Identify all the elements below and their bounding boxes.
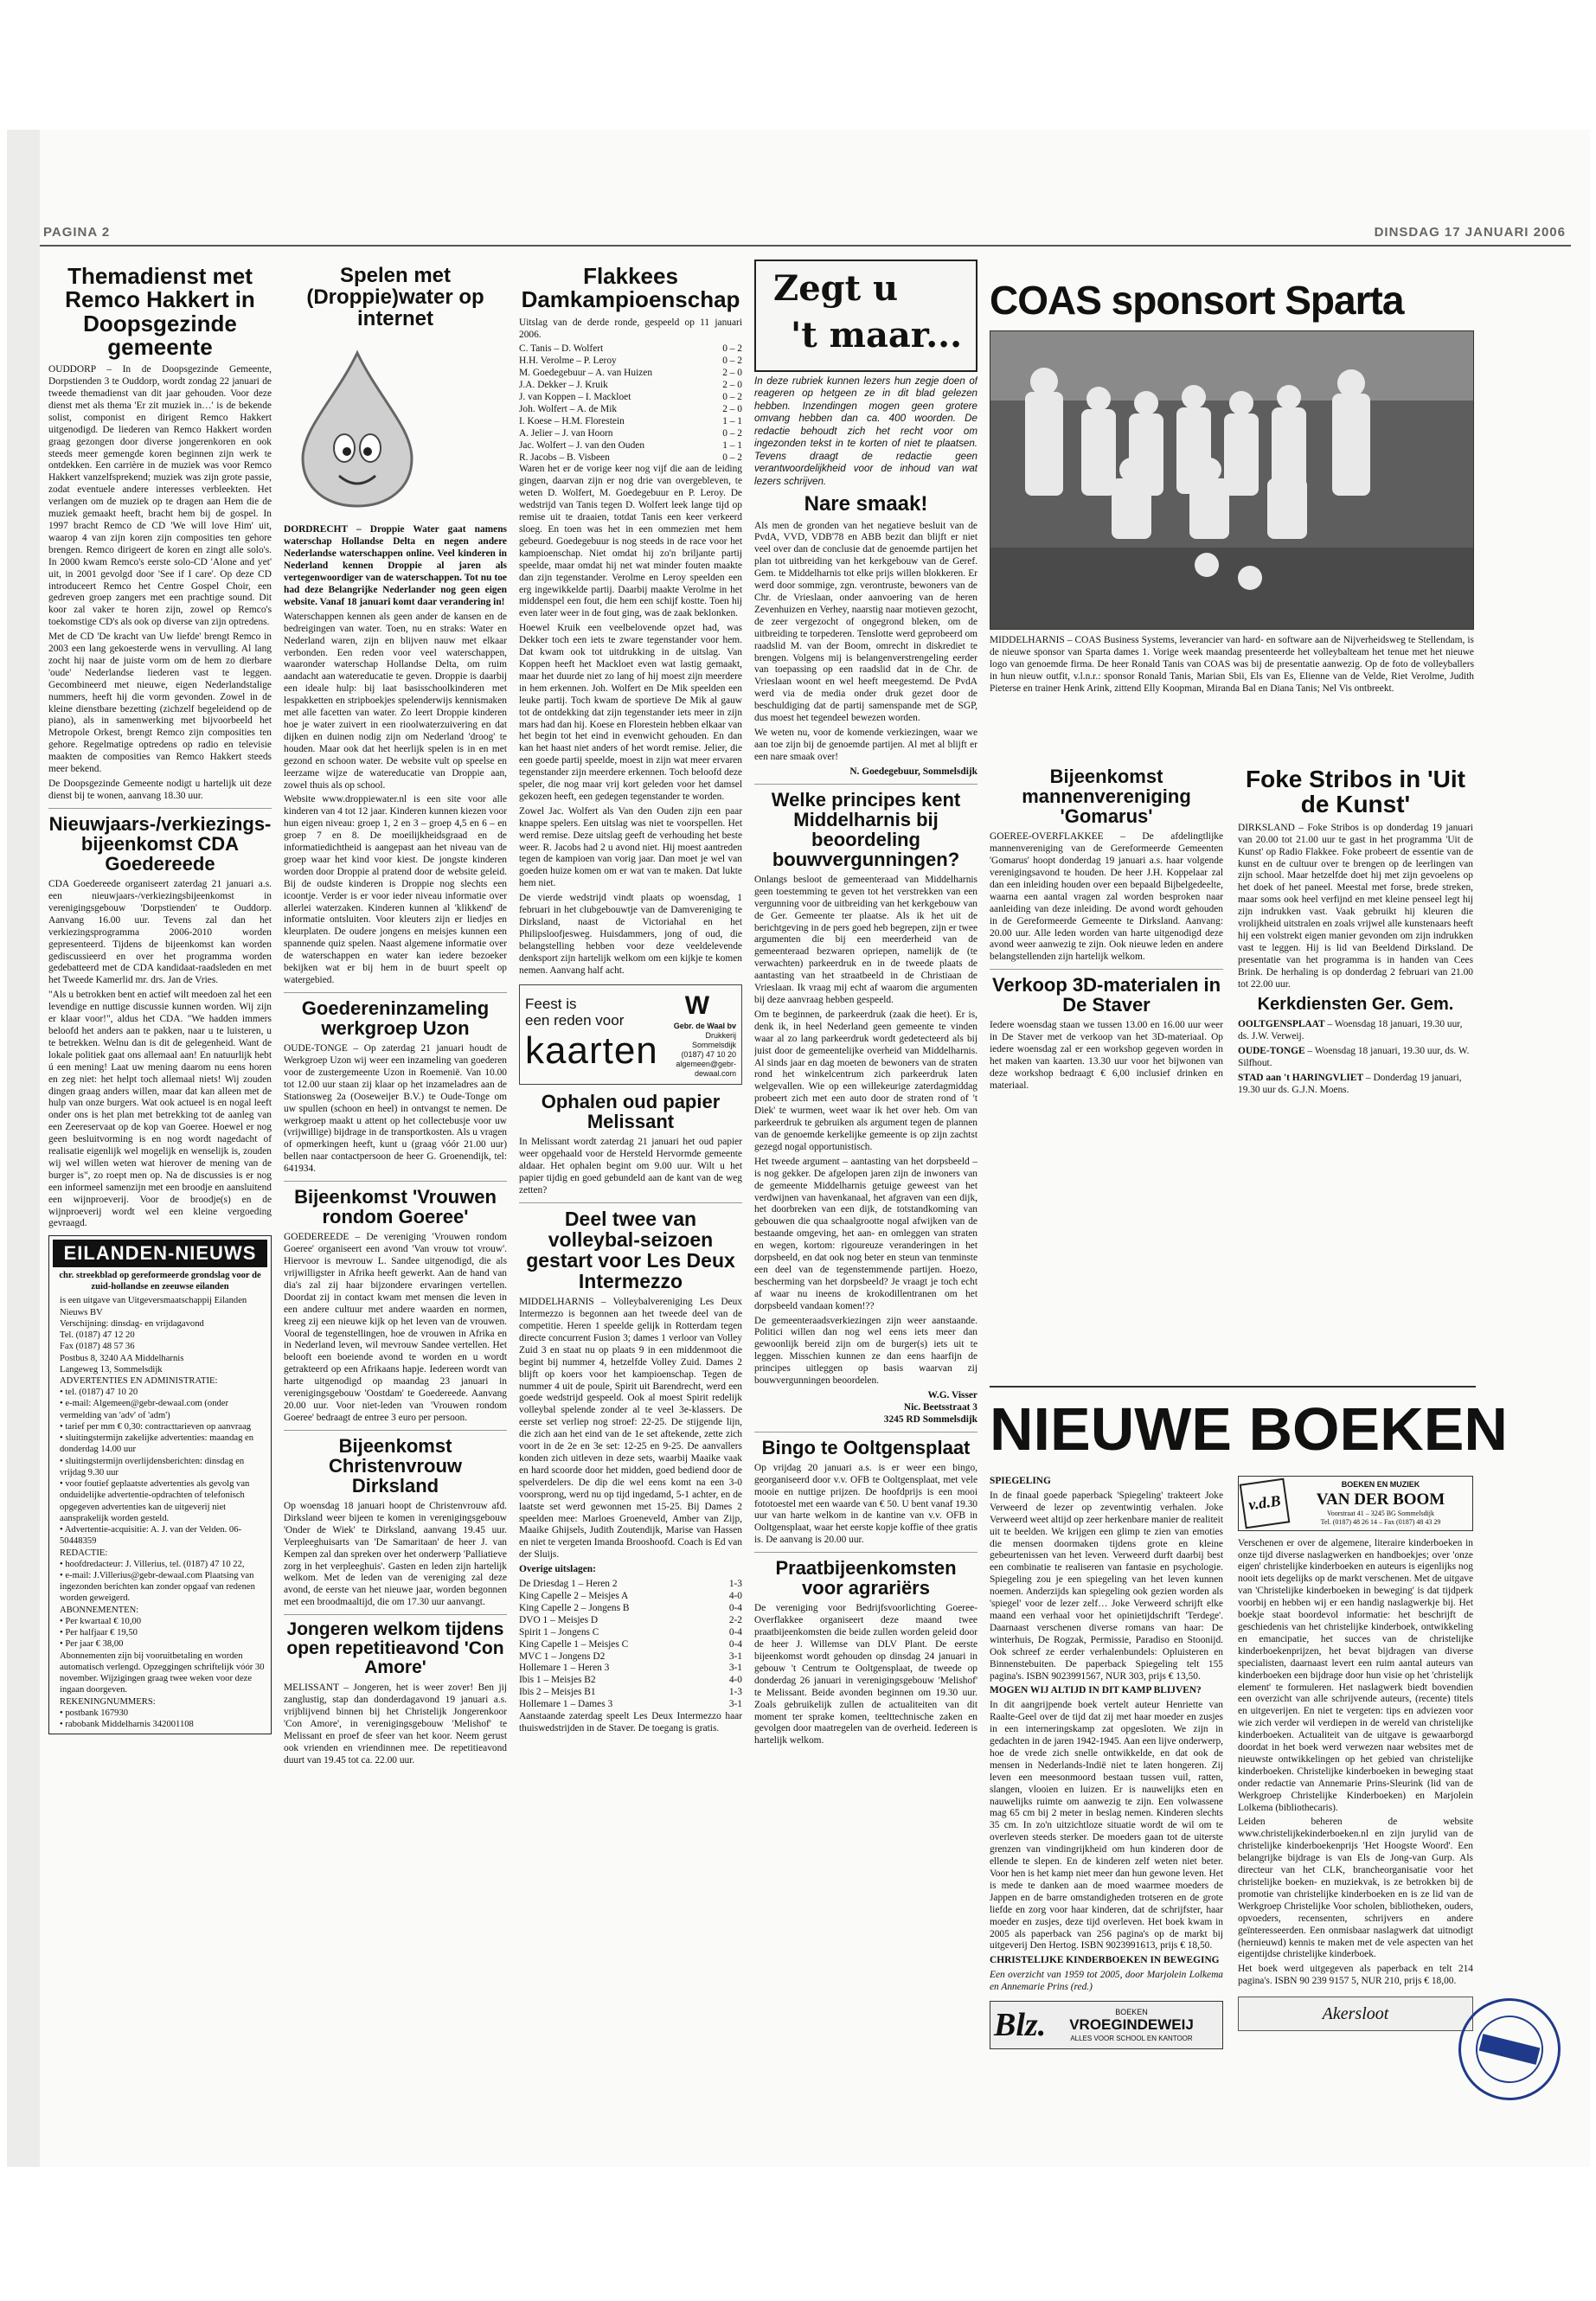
article-text: De Doopsgezinde Gemeente nodigt u hartelijk uit deze dienst bij te wonen, aanvang 18.30 uur. (48, 779, 272, 801)
place-name: OUDE-TONGE (1238, 1046, 1305, 1057)
headline-nieuwe-boeken: NIEUWE BOEKEN (990, 1395, 1508, 1463)
colophon-line: Fax (0187) 48 57 36 (60, 1342, 135, 1352)
result-row (519, 1663, 742, 1675)
blz-logo: Blz. (994, 2007, 1047, 2044)
match-name: A. Jelier – J. van Hoorn (519, 427, 613, 439)
colophon-line: • Per kwartaal € 10,00 (60, 1616, 142, 1626)
match-name: King Capelle 2 – Meisjes A (519, 1590, 629, 1601)
ad-company: VROEGINDEWEIJ (1069, 2016, 1194, 2034)
article-text: Om te beginnen, de parkeerdruk (zaak die heet). Er is, denk ik, in heel Nederland geen gemeente te vinden waar al zo lang parkeerdruk wordt gedetecteerd als bij juist door de gemeentelijke overheid van Middelharnis. Al sinds jaar en dag moeten de bewoners van de straten rond het winkelcentrum zich parkeerdruk laten welgevallen. Wie op een willekeurige zaterdagmiddag probeert zich met een auto door de straten rond of 't Diek' te wurmen, weet waar ik het over heb. Om van parkeerdruk te gebruiken als argument tegen de plannen van de genoemde kerkelijke gemeente is op zijn zachtst gezegd nogal opportunistisch. (754, 1009, 977, 1152)
article-text: Zowel Jac. Wolfert als Van den Ouden zijn een paar knappe spelers. Een uitslag was niet te voorspellen. Het werd remise. Deze uitslag geeft de verhouding het beste weer. R. Jacobs had 2 u avond niet. Hij moest aantreden tegen de kampioen van vorig jaar. Dan moet je wel van goeden huize komen om er wat van te maken. Dat lukte hem niet. (519, 805, 742, 889)
match-score: 1 – 1 (722, 439, 742, 451)
article-text: De vierde wedstrijd vindt plaats op woensdag, 1 februari in het clubgebouwtje van de Damvereniging te Dirksland, naast de Victoriahal en het Philipsloofjesweg. Huisdammers, jong of oud, die belangstelling hebben voor deze veeldelevende denksport zijn hartelijk welkom om een kijkje te komen nemen. Aanvang half acht. (519, 893, 742, 976)
article-text: "Als u betrokken bent en actief wilt meedoen zal het een levendige en nuttige discussie kunnen worden. Wij zijn er klaar voor!", aldus het CDA. "We hadden immers beloofd het anders aan te pakken, naar u te luisteren, u te betrekken. Welnu dan is dit de gelegenheid. Want de lokale politiek gaat ons allemaal aan! En natuurlijk hebt ú een mening! Laat uw mening daarom nu eens horen en zeg niet: het helpt toch allemaal niets! Wij zouden dingen graag anders willen, maar dat kan alleen met de hulp van onze burgers. Wat ook actueel is en nogal leeft onder ons is het plan met betrekking tot de aanleg van een Zeereservaat op de kop van Goeree. Hoewel er nog geen besluitvorming is en nog wordt nagedacht of realisatie eigenlijk wel mogelijk en wenselijk is, zouden wij wel willen weten wat hierover de mening van de burger is", zo roept men op. Na de discussies is er nog een informeel samenzijn met een broodje en aansluitend een wijnproeverij. Voor de broodje(s) en de wijnproeverij wordt wel een kleine vergoeding gevraagd. (48, 990, 272, 1229)
separator (284, 1430, 507, 1431)
match-name: King Capelle 2 – Jongens B (519, 1602, 630, 1613)
results-list (519, 1579, 742, 1711)
match-score: 1 – 1 (722, 415, 742, 426)
zegt-logo-line2: 't maar... (791, 315, 962, 356)
headline-nare-smaak: Nare smaak! (804, 492, 928, 516)
article-text: OUDE-TONGE – Op zaterdag 21 januari houdt de Werkgroep Uzon wij weer een inzameling van goederen voor de zustergemeente Uzon in Roemenië. Van 10.00 tot 12.00 uur staan zij klaar op het inzameladres aan de Stationsweg 2a (Ooseweijer B.V.) te Oude-Tonge om uw spullen (schoon en heel) in ontvangst te nemen. De werkgroep maakt u attent op het collectebusje voor uw (vrijwillige) bijdrage in de transportkosten. Als u vragen of opmerkingen heeft, kunt u (graag vóór 21.00 uur) bellen naar contactpersoon de heer G. Groenendijk, tel: 641934. (284, 1043, 507, 1175)
result-row (519, 1651, 742, 1663)
match-score: 3-1 (728, 1663, 742, 1674)
colophon-line: Postbus 8, 3240 AA Middelharnis (60, 1353, 184, 1363)
ad-company: VAN DER BOOM (1316, 1490, 1445, 1509)
colophon-line: REDACTIE: (60, 1548, 108, 1558)
colophon-line: Langeweg 13, Sommelsdijk (60, 1364, 163, 1375)
colophon-line: • tarief per mm € 0,30: contracttarieven op aanvraag (60, 1421, 252, 1432)
result-row (519, 1627, 742, 1639)
ad-line: Drukkerij (705, 1031, 736, 1041)
match-score: 4-0 (728, 1675, 742, 1686)
headline-coas: COAS sponsort Sparta (990, 278, 1404, 323)
match-name: R. Jacobs – B. Visbeen (519, 452, 610, 463)
book-review: Leiden beheren de website www.christelijkekinderboeken.nl en zijn jurylid van de christelijke kinderboekenprijs 'Het Hoogste Woord'. Een belangrijke bijdrage is van Els de Jong-van Gurp. Als directeur van het CLK, brancheorganisatie voor het christelijke boeken- en muziekvak, is ze betrokken bij de promotie van christelijke kinderboeken en is ze lid van de Werkgroep Christelijke Voor scholen, bibliotheken, ouders, opvoeders, recensenten, schrijvers en andere geïnteresseerden. Een onmisbaar naslagwerk dat uitnodigt (hernieuwd) kennis te maken met de vele aspecten van het eigentijdse christelijke kinderboek. (1238, 1817, 1473, 1960)
match-name: J. van Koppen – I. Mackloet (519, 392, 631, 403)
books-column-left (990, 1476, 1223, 2159)
headline-christenvrouw: Bijeenkomst Christenvrouw Dirksland (328, 1434, 463, 1497)
result-row (519, 1615, 742, 1627)
match-score: 2-2 (728, 1614, 742, 1625)
article-text: Het tweede argument – aantasting van het dorpsbeeld – is nog gekker. De afgelopen jaren zijn de inwoners van de gemeente Middelharnis getuige geweest van het verdwijnen van havenkanaal, het afgraven van een dijk, het doorbreken van een dijk, de totstandkoming van gebouwen die qua schaalgrootte nogal afwijken van de bestaande omgeving, het aan- en omleggen van straten en wegen, kortom: rigoureuze veranderingen in het dorpsbeeld, en dat ook nog beter en steun van tenminste een deel van de tegenstemmende partijen. Hoezo, bescherming van het dorpsbeeld? Je vraagt je toch echt af waar nu ineens de krokodillentranen om het dorpsbeeld vandaan komen!?? (754, 1156, 977, 1311)
match-score: 0-4 (728, 1626, 742, 1638)
colophon-line: • hoofdredacteur: J. Villerius, tel. (0187) 47 10 22, (60, 1559, 245, 1569)
article-text: GOEDEREEDE – De vereniging 'Vrouwen rondom Goeree' organiseert een avond 'Van vrouw tot vrouw'. Hiervoor is mevrouw L. Sandee uitgenodigd, die als vrijwilligster in Afrika heeft gewerkt. Aan de hand van dia's zal zij haar bijzondere ervaringen vertellen. Doordat zij in contact kwam met mensen die leven in een andere cultuur met andere waarden en normen, kreeg zij een nieuwe kijk op het leven van de vrouwen. Vooral de tegenstellingen, hoe de vrouwen in Afrika en in Nederland leven, wil mevrouw Sandee vertellen. Het belooft een boeiende avond te worden en u wordt getrakteerd op een Afrikaans hapje. Iedereen wordt van harte uitgenodigd op maandag 23 januari in verenigingsgebouw 'Oostdam' te Goedereede. Aanvang 20.00 uur. Voor niet-leden van 'Vrouwen rondom Goeree' bedraagt de entree 3 euro per persoon. (284, 1232, 507, 1423)
headline-damkampioenschap: Flakkees Damkampioenschap (521, 263, 740, 313)
match-name: Jac. Wolfert – J. van den Ouden (519, 439, 645, 451)
book-review: Verschenen er over de algemene, literaire kinderboeken in onze tijd diverse naslagwerken en handboekjes; over 'onze eigen' christelijke kinderboeken en auteurs is eigenlijks nog nooit iets degelijks op de markt verschenen. Met de uitgave van 'Christelijke kinderboeken in beweging' is dat tijdperk voorbij en hebben wij er een handig naslagwerkje bij. Het boekje staat boordevol informatie: het beschrijft de geschiedenis van het christelijke kinderboek, ontwikkeling en emancipatie, het succes van de christelijke kinderboekenprijzen, het bevat bijdragen van diverse specialisten, daarnaast levert een ruim aantal auteurs van kinderboeken een bijdrage door hun visie op het 'christelijk element' te formuleren. Het naslagwerk biedt bovendien een overzicht van alle schrijvende auteurs, (recente) titels en uitgeverijen. En niet te vergeten: tips en adviezen voor wie zich verder wil verdiepen in de wereld van christelijke kinderboeken. Actualiteit van de uitgave is gewaarborgd doordat in het boek werd verwezen naar websites met de nieuwste ontwikkelingen op het gebied van christelijke kinderboeken. Christelijke kinderboeken in beweging staat onder redactie van Annemarie Prins-Sleurink (lid van de Werkgroep Christelijke Kinderboeken) en Marjolein Lolkema (bibliothecaris). (1238, 1537, 1473, 1813)
colophon-line: • e-mail: Algemeen@gebr-dewaal.com (onder vermelding van 'adv' of 'adm') (60, 1399, 229, 1420)
headline-gomarus: Bijeenkomst mannenvereniging 'Gomarus' (1022, 766, 1191, 828)
column-3 (519, 260, 742, 2137)
colophon-line: • Per halfjaar € 19,50 (60, 1628, 138, 1638)
headline-themadienst: Themadienst met Remco Hakkert in Doopsgezinde gemeente (65, 263, 255, 360)
match-name: Joh. Wolfert – A. de Mik (519, 403, 618, 414)
match-score: 1-3 (728, 1579, 742, 1590)
match-score: 0 – 2 (722, 392, 742, 403)
article-text: Waren het er de vorige keer nog vijf die aan de leiding gingen, daarvan zijn er nog drie van overgebleven, te weten D. Wolfert, M. Goedegebuur en P. Leroy. De wedstrijd van Tanis tegen D. Wolfert leek lange tijd op remise uit te draaien, totdat Tanis een keer verkeerd sloeg. En toen was het in een ommezien met hem gebeurd. Goedegebuur is nog steeds in de race voor het kampioenschap. Niet omdat hij zo'n briljante partij speelde, maar omdat hij net wat minder fouten maakte dan zijn tegenstander. Verolme en Leroy speelden een erg ingewikkelde partij. Daarbij maakte Verolme in het middenspel een fout, die hem een schijf kostte. Toen hij even later weer in de fout ging, was de zaak beklonken. (519, 464, 742, 619)
match-score: 2 – 0 (722, 368, 742, 379)
result-row (519, 404, 742, 416)
headline-praatbijeenkomsten: Praatbijeenkomsten voor agrariërs (775, 1557, 957, 1599)
masthead-subtitle: chr. streekblad op gereformeerde grondslag voor de zuid-hollandse en zeeuwse eilanden (59, 1270, 261, 1292)
separator (48, 808, 272, 809)
match-score: 0 – 2 (722, 452, 742, 463)
separator (990, 969, 1223, 970)
match-score: 3-1 (728, 1699, 742, 1710)
book-review: In dit aangrijpende boek vertelt auteur Henriette van Raalte-Geel over de tijd dat zij met haar moeder en zusjes in een interneringskamp zat opgesloten. We zijn in gedachten in de jaren 1942-1945. Aan een lijve onderwerp, hoe de vrede zich snelle ontwikkelde, en dat ook de mensen in Nederlands-Indië niet te laten hongeren. Zij leven een meesonmoord bestaan tussen vuil, ratten, slangen, vlooien en luizen. Er is nauwelijks eten en nauwelijks ruimte om aanwezig te zijn. Een volwassene mag 65 cm bij 2 meter in beslag nemen. Kinderen slechts 35 cm. In zo'n uitzichtloze situatie wordt de wil om te overleven steeds sterker. De moeders gaan tot de uiterste grenzen van vindingrijkheid om hun kinderen door de ellende te slepen. En de kinderen zelf weten niet beter. Voor hen is het kamp niet meer dan hun gewone leven. Het is mede te danken aan de moed waarmee moeders de Jappen en de barre omstandigheden trotseren en de grote liefde en zorg voor haar kinderen, dat de schrijfster, haar moeder en zusjes, deze tijd overleven. Het boek kwam in 2005 als paperback van 256 pagina's op de markt bij uitgeverij Den Hertog. ISBN 9023991613, prijs € 18,50. (990, 1700, 1223, 1952)
scanned-page (7, 130, 1590, 2167)
result-row (519, 440, 742, 452)
article-text: Waterschappen kennen als geen ander de kansen en de bedreigingen van water. Toen, nu en straks: Water en Nederland waren, zijn en blijven nauw met elkaar verbonden. Een reden voor veel waterschappen, waaronder waterschap Hollandse Delta, om ruim aandacht aan watereducatie te geven. Droppie is daarbij een ideale hulp: bij laat basisschoolkinderen met lespakketten en stripboekjes spelenderwijs kennismaken met alle facetten van water. Zo leert Droppie kinderen hoe je water zuivert in een rioolwaterzuivering en dat dijken en duinen nodig zijn om Nederland 'droog' te houden. Maar ook dat het heerlijk spelen is in en met gezond en schoon water. De website vult op speelse en leerzame wijze de watereducatie van Droppie aan, zowel thuis als op school. (284, 611, 507, 791)
colophon-line: • voor foutief geplaatste advertenties als gevolg van onduidelijke advertentie-opdrachten of telefonisch opgegeven advertenties kan de uitgeverij niet aansprakelijk worden gesteld. (60, 1479, 250, 1523)
match-score: 2 – 0 (722, 380, 742, 391)
place-name: OOLTGENSPLAAT (1238, 1019, 1325, 1030)
article-lead: DORDRECHT – Droppie Water gaat namens waterschap Hollandse Delta en negen andere Nederlandse waterschappen online. Veel kinderen in Nederland kennen Droppie al jaren als vertegenwoordiger van de waterschappen. Tot nu toe had deze Belangrijke Nederlander nog geen eigen website. Vanaf 18 januari komt daar verandering in! (284, 524, 507, 607)
article-text: Als men de gronden van het negatieve besluit van de PvdA, VVD, VDB'78 en ABB bezit dan blijft er niet veel over dan de conclusie dat de genoemde partijen het plan tot uitbreiding van het kerkgebouw van de Geref. Gem. te Middelharnis tot elke prijs willen blokkeren. Er werd door sommige, zgn. verontruste, bewoners van de Chr. de Vrieslaan, onder aanvoering van de heren Zevenhuizen en Verhey, naarstig naar motieven gezocht, de zeer vergezocht of ongegrond bleken, om de uitbreiding te torpederen. Tenslotte werd geprobeerd om raadslid M. van der Boom, omrecht in diskrediet te brengen. Volgens mij is belangenverstrengeling eerder van toepassing op een raadslid dat in de Chr. de Vrieslaan woont en wel heeft meegestemd. De PvdA werd via de media onder druk gezet door de beschuldiging dat de partij samenspande met de SGP, dus moest het tegendeel bewezen worden. (754, 520, 977, 724)
ad-line: ALLES VOOR SCHOOL EN KANTOOR (1070, 2035, 1193, 2043)
ad-text (525, 996, 658, 1074)
colophon-line: Tel. (0187) 47 12 20 (60, 1330, 135, 1341)
colophon-line: • tel. (0187) 47 10 20 (60, 1388, 138, 1398)
akersloot-ad: Akersloot (1238, 1997, 1473, 2031)
match-name: Hollemare 1 – Dames 3 (519, 1699, 613, 1710)
headline-cda: Nieuwjaars-/verkiezings-bijeenkomst CDA Goedereede (48, 812, 272, 875)
separator (754, 1432, 977, 1433)
match-name: Ibis 2 – Meisjes B1 (519, 1687, 596, 1698)
ad-company: Gebr. de Waal bv (673, 1022, 736, 1031)
book-review: Het boek werd uitgegeven als paperback en telt 214 pagina's. ISBN 90 239 9157 5, NUR 210, prijs € 18,00. (1238, 1964, 1473, 1987)
headline-uzon: Goedereninzameling werkgroep Uzon (301, 997, 490, 1039)
article-text: Iedere woensdag staan we tussen 13.00 en 16.00 uur weer in De Staver met de verkoop van het 3D-materiaal. Op iedere woensdag zal er een workshop gegeven worden in het maken van kaarten. 13.30 uur voor het bijwonen van deze workshop bedraagt € 6,00 inclusief drinken en materiaal. (990, 1020, 1223, 1091)
result-row (519, 1579, 742, 1591)
match-name: Ibis 1 – Meisjes B2 (519, 1675, 596, 1686)
colophon-line: • e-mail: J.Villerius@gebr-dewaal.com Plaatsing van ingezonden berichten kan zonder opgaaf van redenen worden geweigerd. (60, 1570, 255, 1604)
match-name: Spirit 1 – Jongens C (519, 1626, 599, 1638)
ad-line: BOEKEN EN MUZIEK (1341, 1480, 1420, 1489)
match-score: 0 – 2 (722, 427, 742, 439)
article-text: In Melissant wordt zaterdag 21 januari het oud papier weer opgehaald voor de Hersteld Hervormde gemeente aldaar. Het ophalen begint om 9.00 uur. Wilt u het papier tijdig en goed gebundeld aan de kant van de weg zetten? (519, 1137, 742, 1195)
colophon-line: Verschijning: dinsdag- en vrijdagavond (60, 1318, 204, 1329)
service-time: – Woensdag 18 januari, 19.30 uur, ds. J.W. Verweij. (1238, 1019, 1463, 1042)
photo-caption: MIDDELHARNIS – COAS Business Systems, leverancier van hard- en software aan de Nijverheidsweg te Stellendam, is de nieuwe sponsor van Sparta dames 1. Vorige week maandag presenteerde het volleybalteam het tenue met het nieuwe logo van genoemde firma. De heer Ronald Tanis van COAS was bij de presentatie aanwezig. Op de foto de volleyballers in hun nieuw outfit, v.l.n.r.: sponsor Ronald Tanis, Marian Sbii, Els van Es, Elienne van de Velde, Riet Verolme, Judith Pieterse en trainer Henk Arink, zittend Elly Koopman, Miranda Bal en Diana Tanis; Nel Vis ontbreekt. (990, 635, 1474, 694)
separator (754, 784, 977, 785)
headline-volleybal: Deel twee van volleybal-seizoen gestart voor Les Deux Intermezzo (526, 1207, 735, 1293)
match-score: 0 – 2 (722, 343, 742, 355)
ad-line: BOEKEN (1115, 2007, 1148, 2016)
match-name: MVC 1 – Jongens D2 (519, 1650, 606, 1662)
separator (519, 1202, 742, 1203)
running-header (43, 225, 1566, 244)
service-time: – Woensdag 18 januari, 19.30 uur, ds. W. Silfhout. (1238, 1046, 1470, 1069)
header-rule (40, 245, 1571, 247)
article-text: We weten nu, voor de komende verkiezingen, waar we aan toe zijn bij de genoemde partijen. Al met al blijft er een nare smaak over! (754, 727, 977, 762)
book-subtitle: Een overzicht van 1959 tot 2005, door Marjolein Lolkema en Annemarie Prins (red.) (990, 1970, 1223, 1993)
result-row (519, 1687, 742, 1699)
result-row (519, 380, 742, 392)
result-row (519, 428, 742, 440)
result-row (519, 1639, 742, 1651)
column-5 (990, 761, 1223, 1367)
service-time: – Donderdag 19 januari, 19.30 uur ds. G.J.N. Moens. (1238, 1073, 1462, 1095)
result-row (519, 1699, 742, 1711)
ad-phone: Tel. (0187) 48 26 14 – Fax (0187) 48 43 29 (1320, 1517, 1441, 1526)
signature-city: 3245 RD Sommelsdijk (883, 1413, 977, 1425)
article-text: MIDDELHARNIS – Volleybalvereniging Les Deux Intermezzo is begonnen aan het tweede deel van de competitie. Heren 1 speelde gelijk in Rotterdam tegen directe concurrent Fusion 3; dames 1 verloor van Volley Zuid 3 en staat nu op plaats 9 in een middenmoot die begint bij nummer 4, hetzelfde Volley Zuid. Dames 2 blijft op koers voor het kampioenschap. Tegen de nummer 4 uit de poule, Spirit uit Barendrecht, werd een goede wedstrijd gespeeld. Ook al moest Spirit redelijk volleybal spelende zonder al te veel 3e-klassers. De eerste set verliep nog stroef: 22-25. De stijgende lijn, die zich aan het eind van de 1e set aftekende, zette zich voort in de 2e en 3e set: 12-25 en 9-25. De aanvallers konden zich uitleven in deze sets, waarbij Maaike vaak en hard scoorde door het midden, goed bediend door de spelverdelers. De dip die wel eens komt na een 3-0 voorsprong, werd nu op tijd ingedamd, 5-1 achter, en de laatste set werd gewonnen met 15-25. Bij Dames 2 speelden mee: Marloes Groeneveld, Amber van Zijp, Maaike Ghijsels, Judith Zoutendijk, Marise van Hassen en niet te vergeten Imanda Brooshoofd. Coach is Ed van der Sluijs. (519, 1297, 742, 1561)
article-text: Aanstaande zaterdag speelt Les Deux Intermezzo haar thuiswedstrijden in de Staver. De toegang is gratis. (519, 1711, 742, 1734)
volleyball-team-photo (990, 330, 1474, 630)
separator (754, 1552, 977, 1553)
article-text: CDA Goedereede organiseert zaterdag 21 januari a.s. een nieuwjaars-/verkiezingsbijeenkomst in verenigingsgebouw 'Dorpstienden' te Ouddorp. Aanvang 16.00 uur. Tevens zal dan het verkiezingsprogramma 2006-2010 worden gepresenteerd. Tijdens de bijeenkomst kan worden gediscussieerd en over het programma worden gedebatteerd met de CDA kandidaat-raadsleden en met het Tweede Kamerlid mr. drs. Jan de Vries. (48, 879, 272, 986)
book-title: CHRISTELIJKE KINDERBOEKEN IN BEWEGING (990, 1955, 1220, 1966)
article-text: Met de CD 'De kracht van Uw liefde' brengt Remco in 2003 een lang gekoesterde wens in vervulling. Al lang zocht hij naar de juiste vorm om de hem zo dierbare 'oude' Nederlandse liederen vast te leggen. Gecombineerd met nieuwe, eigen Nederlandstalige nummers, heeft hij die vorm gevonden. Zowel in de kleine dienstbare bezetting (zichzelf begeleidend op de piano), als in samenwerking met bijvoorbeeld het Metropole Orkest, brengt Remco zijn composities ten gehore. Regelmatige optredens op radio en televisie maakten de composities van Remco Hakkert steeds meer bekend. (48, 631, 272, 775)
column-4 (754, 260, 977, 2137)
ad-line: een reden voor (525, 1012, 625, 1029)
article-text: MELISSANT – Jongeren, het is weer zover! Ben jij zanglustig, stap dan donderdagavond 19 januari a.s. vrijblijvend binnen bij het Christelijk Jongerenkoor 'Con Amore', in verenigingsgebouw 'Melishof' te Melissant en proef de sfeer van het koor. Neem gerust ook vrienden en vriendinnen mee. De repetitieavond duurt van 19.45 tot ca. 22.00 uur. (284, 1682, 507, 1766)
colophon-line: • Per jaar € 38,00 (60, 1639, 124, 1650)
result-row (519, 356, 742, 368)
score-list (519, 343, 742, 464)
article-text: Op vrijdag 20 januari a.s. is er weer een bingo, georganiseerd door v.v. OFB te Ooltgensplaat, met vele mooie en nuttige prijzen. De hoofdprijs is een mooi fototoestel met een waarde van € 50. U bent vanaf 19.30 uur van harte welkom in de kantine van v.v. OFB in Ooltgensplaat, waar het eerste kopje koffie of thee gratis is. De aanvang is 20.00 uur. (754, 1462, 977, 1546)
result-row (519, 1603, 742, 1615)
match-score: 0 – 2 (722, 356, 742, 367)
column-6 (1238, 761, 1473, 1367)
match-score: 0-4 (728, 1602, 742, 1613)
colophon-line: Abonnementen zijn bij vooruitbetaling en worden automatisch verlengd. Opzeggingen schriftelijk vóór 30 november. Wijzigingen graag twee weken voor deze ingaan doorgeven. (60, 1650, 265, 1695)
article-text: Uitslag van de derde ronde, gespeeld op 11 januari 2006. (519, 317, 742, 340)
colophon-line: REKENINGNUMMERS: (60, 1696, 156, 1707)
headline-vrouwen: Bijeenkomst 'Vrouwen rondom Goeree' (294, 1186, 497, 1228)
colophon-line: ADVERTENTIES EN ADMINISTRATIE: (60, 1375, 218, 1386)
match-score: 0-4 (728, 1638, 742, 1650)
vroegindeweij-ad (990, 2001, 1223, 2049)
van-der-boom-ad (1238, 1476, 1473, 1531)
signature: N. Goedegebuur, Sommelsdijk (849, 766, 977, 777)
article-text: DIRKSLAND – Foke Stribos is op donderdag 19 januari van 20.00 tot 21.00 uur te gast in het programma 'Uit de Kunst' op Radio Flakkee. Foke probeert de essentie van de kunst en de cultuur over te brengen op de leerlingen van zijn school. Maar hetzelfde doet hij met zijn gevoelens op het doek of het paneel. Meestal met forse, brede streken, maar soms ook heel verfijnd en met kleine penseel legt hij zijn indrukken vast. Vaak gebruikt hij kleuren die vrolijkheid uitstralen en zoals vrijwel alle kunstenaars heeft hij een volstrekt eigen manier gevonden om zijn indrukken vast te leggen. Hij is lid van Beeldend Dirksland. De presentatie van het programma is in handen van Cees Brink. De herhaling is op donderdag 2 februari van 21.00 tot 22.00 uur. (1238, 822, 1473, 990)
ad-line: Feest is (525, 995, 577, 1012)
droppie-mascot-icon (284, 346, 431, 510)
page-number: PAGINA 2 (43, 225, 111, 240)
results-heading: Overige uitslagen: (519, 1564, 596, 1575)
colophon (48, 1235, 272, 1734)
book-review: In de finaal goede paperback 'Spiegeling' trakteert Joke Verweerd de lezer op zeventwintig verhalen. Joke Verweerd weet altijd op zeer herkenbare manier de realiteit uit te beelden. We krijgen een glimp te zien van emoties die mensen doormaken tijdens grote en kleine gebeurtenissen van het leven. Verweerd durft daarbij best een combinatie te realiseren van fantasie en psychologie. Spiegeling zou je een spiegeling van het leven kunnen noemen. Anderzijds kan spiegeling ook gezien worden als 'spiegel' voor de lezer zelf… Joke Verweerd schrijft elke maand een verhaal voor het opinietijdschrift 'Terdege'. Daarnaast verschenen diverse romans van haar: De winterhuis, De Rogzak, Permissie, Paradiso en Stoonijd. Ook schreef ze eerder verhalenbundels: Opluisteren en Binnenstebuiten. De paperback Spiegeling telt 155 pagina's. ISBN 9023991567, NUR 303, prijs € 13,50. (990, 1490, 1223, 1682)
colophon-line: • sluitingstermijn zakelijke advertenties: maandag en donderdag 14.00 uur (60, 1433, 254, 1455)
match-name: Hollemare 1 – Heren 3 (519, 1663, 610, 1674)
article-text: De gemeenteraadsverkiezingen zijn weer aanstaande. Politici willen dan nog wel eens iets meer dan gewoonlijk bereid zijn om de burger(s) iets uit te leggen. Misschien kunnen ze dan eens haarfijn de principes uitleggen op basis waarvan zij bouwvergunningen beoordelen. (754, 1315, 977, 1387)
issue-date: DINSDAG 17 JANUARI 2006 (1374, 225, 1566, 240)
match-score: 2 – 0 (722, 403, 742, 414)
result-row (519, 1675, 742, 1687)
kaarten-ad (519, 984, 742, 1085)
book-title: SPIEGELING (990, 1476, 1051, 1486)
result-row (519, 368, 742, 380)
match-score: 4-0 (728, 1590, 742, 1601)
separator (284, 992, 507, 993)
headline-kerkdiensten: Kerkdiensten Ger. Gem. (1257, 995, 1454, 1015)
match-name: M. Goedegebuur – A. van Huizen (519, 368, 653, 379)
result-row (519, 1591, 742, 1603)
result-row (519, 416, 742, 428)
result-row (519, 452, 742, 465)
de-waal-logo-icon: W (684, 990, 710, 1020)
match-name: De Driesdag 1 – Heren 2 (519, 1579, 618, 1590)
match-name: King Capelle 1 – Meisjes C (519, 1638, 629, 1650)
separator (284, 1181, 507, 1182)
colophon-line: ABONNEMENTEN: (60, 1605, 139, 1615)
colophon-list (53, 1295, 267, 1730)
column-1 (48, 260, 272, 2137)
newspaper-page (40, 130, 1590, 2167)
signature-street: Nic. Beetsstraat 3 (903, 1401, 977, 1413)
headline-principes: Welke principes kent Middelharnis bij beoordeling bouwvergunningen? (771, 788, 961, 870)
headline-con-amore: Jongeren welkom tijdens open repetitieavond 'Con Amore' (286, 1619, 504, 1678)
article-text: OUDDORP – In de Doopsgezinde Gemeente, Dorpstienden 3 te Ouddorp, wordt zondag 22 januari de tweede themadienst van dit jaar gehouden. Voor deze dienst met als thema 'Er zit muziek in…' is de bekende solist, componist en dirigent Remco Hakkert uitgenodigd. De liederen van Remco Hakkert worden graag gezongen door diverse jongerenkoren en ook steeds meer gemengde koren beginnen zijn werk te ontdekken. Een carrière in de muziek was voor Remco Hakkert vanzelfsprekend; muziek was zijn grote passie, zodat eventuele andere interesses verbleekten. Het verlangen om de muziek op te dragen aan Hem die de muziek gemaakt heeft, bracht hem bij de gospel. In 1997 bracht Remco de CD 'We will love Him' uit, waarop 4 van zijn koren zijn composities ten gehore brengen. Remco dirigeert de koren en zingt alle solo's. In 2000 kwam Remco's eerste solo-CD 'Alone and yet' uit, in 2001 gevolgd door 'See if I care'. Op deze CD introduceert Remco het Centre Gospel Choir, een gedreven groep zangers met een prachtige sound. Dit koor zal vaker te horen zijn, zowel op Remco's toekomstige CD's als ook op diverse van zijn optredens. (48, 364, 272, 628)
match-name: DVO 1 – Meisjes D (519, 1614, 599, 1625)
team-photo-image (990, 331, 1474, 630)
rubriek-note: In deze rubriek kunnen lezers hun zegje doen of reageren op hetgeen ze in dit blad gelezen hebben. Inzendingen mogen geen grotere omvang hebben dan ca. 400 woorden. De redactie behoudt zich het recht voor om ingezonden tekst in te korten of niet te plaatsen. Tevens draagt de redactie geen verantwoordelijkheid voor de inhoud van wat lezers schrijven. (754, 375, 977, 487)
article-text: GOEREE-OVERFLAKKEE – De afdelingtlijke mannenvereniging van de Gereformeerde Gemeenten 'Gomarus' hoopt donderdag 19 januari a.s. haar volgende verenigingsavond te houden. De heer J.H. Koppelaar zal dan een inleiding houden over een bepaald Bijbelgedeelte, waarna een aantal vragen zal worden besproken naar aanleiding van deze inleiding. De avond wordt gehouden in de Gereformeerde Gemeente te Dirksland. Aanvang: 20.00 uur. Alle leden worden van harte uitgenodigd deze avond weer aanwezig te zijn. Ook nieuwe leden en andere belangstellenden zijn hartelijk welkom. (990, 831, 1223, 963)
masthead-logo: EILANDEN-NIEUWS (53, 1240, 267, 1267)
headline-oud-papier: Ophalen oud papier Melissant (541, 1090, 721, 1133)
headline-bingo: Bingo te Ooltgensplaat (761, 1436, 971, 1458)
zegt-u-t-maar-logo (754, 260, 977, 372)
book-title: MOGEN WIJ ALTIJD IN DIT KAMP BLIJVEN? (990, 1685, 1202, 1696)
result-row (519, 392, 742, 404)
article-text: Onlangs besloot de gemeenteraad van Middelharnis geen toestemming te geven tot het verstrekken van een vergunning voor de uitbreiding van het kerkgebouw van de Ger. Gemeente ter plaatse. Als ik het uit de berichtgeving in de pers goed heb begrepen, zijn er twee argumenten die bij een meerderheid van de gemeenteraad bezwaren opriepen, namelijk de (te verwachten) parkeerdruk en in de tweede plaats de aantasting van het straatbeeld in de Christiaan de Vrieslaan. Ik vraag mij echt af waarom die argumenten bij deze aanvraag hebben gespeeld. (754, 874, 977, 1006)
colophon-line: • rabobank Middelharnis 342001108 (60, 1720, 194, 1730)
article-text: Hoewel Kruik een veelbelovende opzet had, was Dekker toch een iets te zware tegenstander voor hem. Dat kwam ook tot uitdrukking in de uitslag. Van Koppen heeft het Mackloet even wat lastig gemaakt, maar het duurde niet zo lang of hij moest zijn meerdere in hem erkennen. Joh. Wolfert en De Mik speelden een leuke partij. Toch kwam de sportieve De Mik al gauw tot de ontdekking dat zijn tegenstander iets meer in zijn mars had dan hij. Koese en Florestein hebben elkaar van het begin tot het eind in evenwicht gehouden. En dan kan het haast niet anders of het wordt remise. Jelier, die een goede partij speelde, moest in zijn wat meer ervaren tegenstander zijn meerdere erkennen. Toch beloofd deze speler, die nog maar vrij kort geleden voor het damsel gekozen heeft, een gedegen tegenstander te worden. (519, 623, 742, 802)
ad-phone: (0187) 47 10 20 (681, 1050, 736, 1060)
ad-address: Voorstraat 41 – 3245 BG Sommelsdijk (1326, 1509, 1435, 1518)
match-name: C. Tanis – D. Wolfert (519, 343, 604, 355)
ad-line: Sommelsdijk (691, 1041, 736, 1050)
signature-name: W.G. Visser (927, 1390, 977, 1401)
place-name: STAD aan 't HARINGVLIET (1238, 1073, 1364, 1084)
article-text: Op woensdag 18 januari hoopt de Christenvrouw afd. Dirksland weer bijeen te komen in verenigingsgebouw 'Onder de Wiek' te Dirksland, aanvang 19.45 uur. Verpleeghuisarts van 'De Samaritaan' de heer J. van Kempen zal dan spreken over het onderwerp 'Palliatieve zorg in het verpleeghuis'. Gasten en leden zijn hartelijk welkom. Met de leden van de vereniging zal deze avond, de eerste van het nieuwe jaar, worden begonnen met een broodmaaltijd, die om 17.30 uur aanvangt. (284, 1501, 507, 1608)
column-2 (284, 260, 507, 2137)
ad-big-text: kaarten (525, 1029, 658, 1072)
match-name: J.A. Dekker – J. Kruik (519, 380, 608, 391)
van-der-boom-logo: v.d.B (1240, 1477, 1291, 1529)
colophon-line: • Advertentie-acquisitie: A. J. van der Velden. 06-50448359 (60, 1525, 242, 1547)
zegt-logo-line1: Zegt u (773, 268, 899, 309)
match-name: I. Koese – H.M. Florestein (519, 415, 625, 426)
match-score: 1-3 (728, 1687, 742, 1698)
article-text: De vereniging voor Bedrijfsvoorlichting Goeree-Overflakkee organiseert deze maand twee praatbijeenkomsten die beide zullen worden geleid door de heer J. Willemse van DLV Plant. De eerste bijeenkomst wordt gehouden op dinsdag 24 januari in gebouw 't Centrum te Ooltgensplaat, de tweede op donderdag 26 januari in verenigingsgebouw 'Melishof' te Melissant. Beide avonden beginnen om 19.30 uur. Zoals gebruikelijk zullen de actualiteiten van dit moment ter sprake komen, teelttechnische zaken en gevolgen door maatregelen van de overheid. Iedereen is hartelijk welkom. (754, 1603, 977, 1747)
article-text: Website www.droppiewater.nl is een site voor alle kinderen van 4 tot 12 jaar. Kinderen kunnen kiezen voor hun eigen niveau: groep 1, 2 en 3 – groep 4,5 en 6 – en groep 7 en 8. De moeilijkheidsgraad en de informatiedichtheid is aangepast aan het niveau van de groep waar het kind voor kiest. De jongste kinderen worden door Droppie al pratend door de website geleid. Bij de oudste kinderen is Droppie nog slechts een icoontje. Verder is er voor ieder niveau informatie over allerlei waterzaken. Kinderen kunnen al 'klikkend' de informatie ontsluiten. Voor kleuters zijn er liedjes en kleurplaten. De oudere jongens en meisjes kunnen een spannende quiz spelen. Naast algemene informatie over de waterschappen en water kan iedere bezoeker bekijken wat er bij hem in de buurt speelt op watergebied. (284, 794, 507, 985)
section-rule (990, 1386, 1476, 1388)
ad-contact (658, 990, 736, 1079)
colophon-line: is een uitgave van Uitgeversmaatschappij Eilanden Nieuws BV (60, 1296, 247, 1317)
headline-droppie: Spelen met (Droppie)water op internet (306, 264, 484, 331)
ad-email: algemeen@gebr-dewaal.com (676, 1060, 736, 1078)
match-score: 3-1 (728, 1650, 742, 1662)
match-name: H.H. Verolme – P. Leroy (519, 356, 617, 367)
result-row (519, 343, 742, 356)
books-column-right (1238, 1476, 1473, 2159)
colophon-line: • sluitingstermijn overlijdensberichten: dinsdag en vrijdag 9.30 uur (60, 1456, 245, 1477)
headline-foke-stribos: Foke Stribos in 'Uit de Kunst' (1245, 766, 1465, 818)
headline-3d-materialen: Verkoop 3D-materialen in De Staver (991, 974, 1221, 1016)
separator (284, 1614, 507, 1615)
colophon-line: • postbank 167930 (60, 1708, 129, 1718)
